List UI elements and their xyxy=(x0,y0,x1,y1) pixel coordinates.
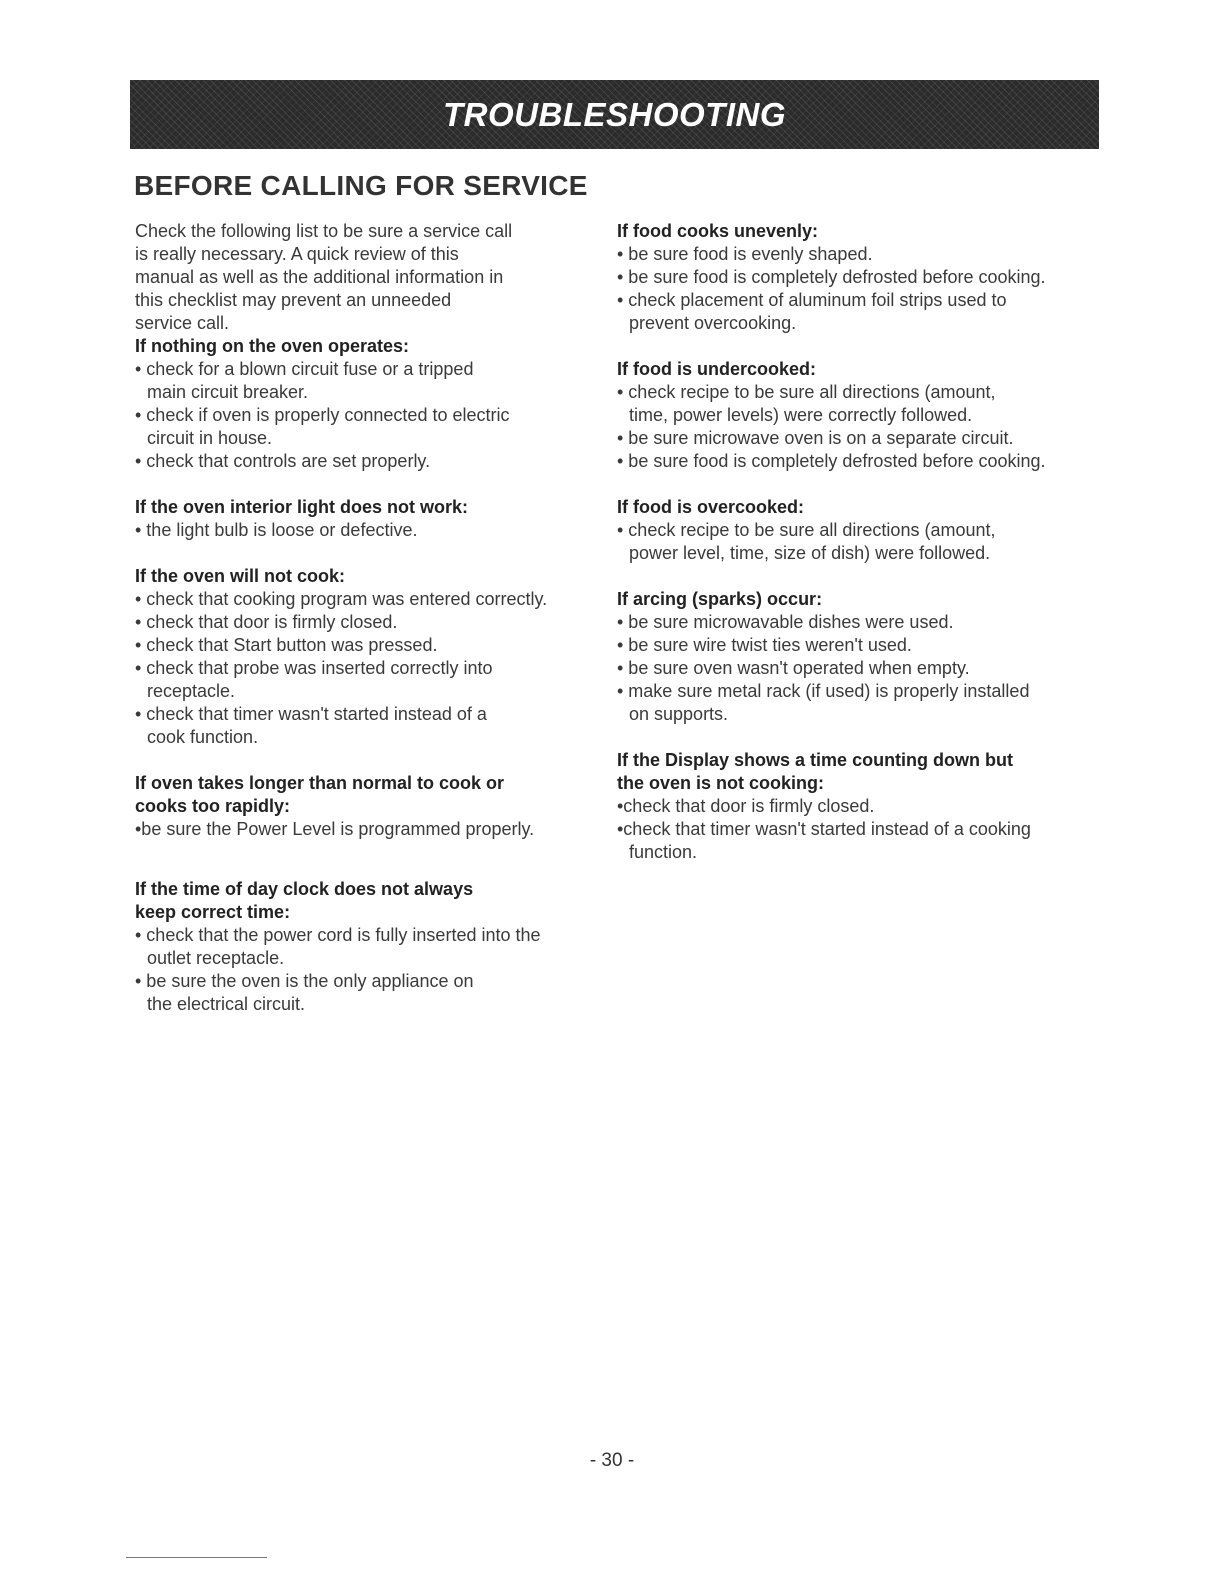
trouble-item: • check that the power cord is fully inserted into the outlet receptacle. xyxy=(135,925,541,968)
trouble-item: • check that timer wasn't started instead of a cook function. xyxy=(135,704,487,747)
trouble-item: •be sure the Power Level is programmed properly. xyxy=(135,819,535,839)
trouble-heading: If the oven will not cook: xyxy=(135,566,346,586)
trouble-item: • be sure microwavable dishes were used. xyxy=(617,612,954,632)
trouble-heading: If food is undercooked: xyxy=(617,359,817,379)
trouble-item: • be sure the oven is the only appliance on the electrical circuit. xyxy=(135,971,474,1014)
left-column xyxy=(135,220,605,1016)
right-column xyxy=(617,220,1097,864)
trouble-heading: If food cooks unevenly: xyxy=(617,221,819,241)
trouble-item: • be sure microwave oven is on a separate circuit. xyxy=(617,428,1014,448)
trouble-heading: If oven takes longer than normal to cook or cooks too rapidly: xyxy=(135,773,505,816)
trouble-item: • be sure food is completely defrosted before cooking. xyxy=(617,267,1046,287)
trouble-heading: If arcing (sparks) occur: xyxy=(617,589,823,609)
footer-rule xyxy=(126,1557,267,1558)
trouble-item: • check for a blown circuit fuse or a tripped main circuit breaker. xyxy=(135,359,474,402)
trouble-heading: If the oven interior light does not work: xyxy=(135,497,469,517)
page-number: - 30 - xyxy=(589,1450,635,1471)
trouble-heading: If the time of day clock does not always keep correct time: xyxy=(135,879,474,922)
trouble-item: • check placement of aluminum foil strips used to prevent overcooking. xyxy=(617,290,1007,333)
trouble-item: • be sure food is completely defrosted before cooking. xyxy=(617,451,1046,471)
trouble-item: • check that cooking program was entered correctly. xyxy=(135,589,548,609)
trouble-item: • check recipe to be sure all directions (amount, time, power levels) were correctly followed. xyxy=(617,382,996,425)
trouble-item: •check that door is firmly closed. xyxy=(617,796,875,816)
trouble-item: • check recipe to be sure all directions (amount, power level, time, size of dish) were followed. xyxy=(617,520,996,563)
title-banner xyxy=(130,80,1099,149)
trouble-item: • check that Start button was pressed. xyxy=(135,635,438,655)
trouble-heading: If nothing on the oven operates: xyxy=(135,336,409,356)
trouble-item: • check that controls are set properly. xyxy=(135,451,431,471)
trouble-item: • check if oven is properly connected to electric circuit in house. xyxy=(135,405,510,448)
trouble-item: • the light bulb is loose or defective. xyxy=(135,520,418,540)
intro-paragraph: Check the following list to be sure a service call is really necessary. A quick review of this manual as well as the additional information in this checklist may prevent an unneeded service call. xyxy=(135,221,513,333)
trouble-heading: If food is overcooked: xyxy=(617,497,805,517)
trouble-item: •check that timer wasn't started instead of a cooking function. xyxy=(617,819,1031,862)
trouble-item: • be sure wire twist ties weren't used. xyxy=(617,635,912,655)
trouble-item: • be sure food is evenly shaped. xyxy=(617,244,873,264)
section-title: BEFORE CALLING FOR SERVICE xyxy=(134,170,588,201)
trouble-item: • check that probe was inserted correctly into receptacle. xyxy=(135,658,493,701)
trouble-item: • make sure metal rack (if used) is properly installed on supports. xyxy=(617,681,1030,724)
trouble-item: • be sure oven wasn't operated when empty. xyxy=(617,658,970,678)
trouble-heading: If the Display shows a time counting down but the oven is not cooking: xyxy=(617,750,1014,793)
page-title: TROUBLESHOOTING xyxy=(443,95,786,133)
trouble-item: • check that door is firmly closed. xyxy=(135,612,398,632)
